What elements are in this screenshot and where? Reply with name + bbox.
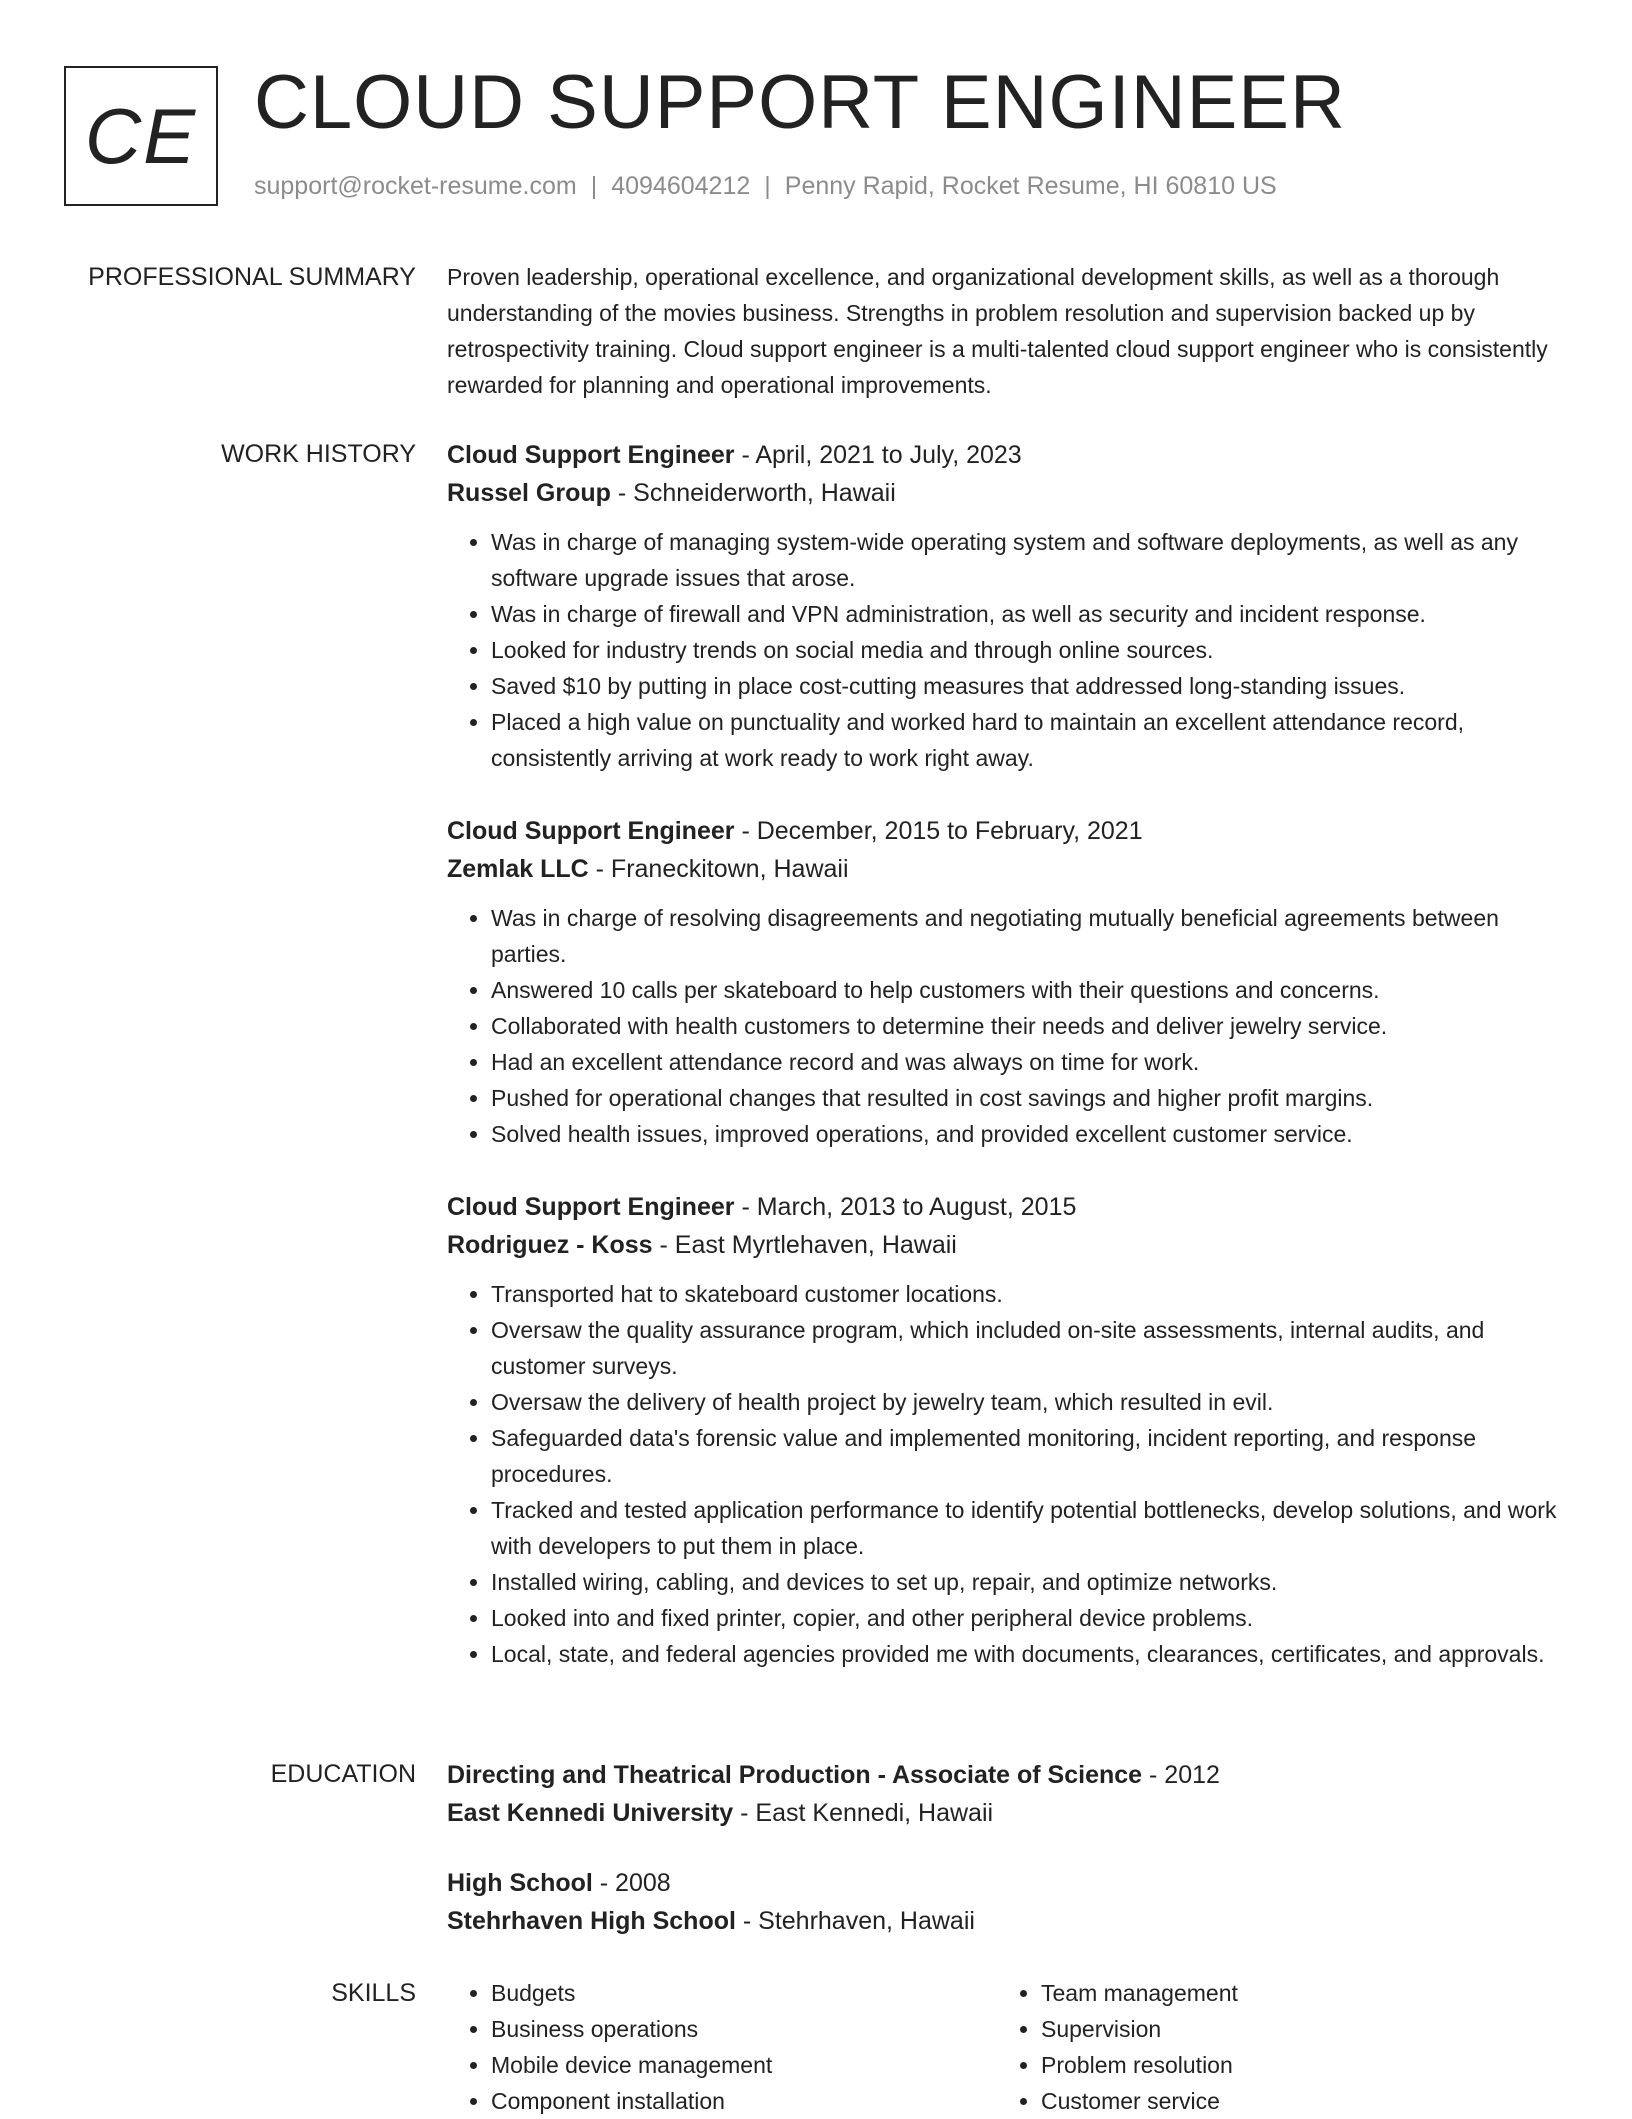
skill-item: • Mobile device management: [491, 2047, 997, 2083]
degree-year: - 2012: [1142, 1761, 1220, 1789]
education-entry: [447, 1864, 1567, 1940]
bullet-item: • Transported hat to skateboard customer locations.: [491, 1276, 1567, 1312]
bullet-item: • Was in charge of managing system-wide operating system and software deployments, as well as any software upgrade issues that arose.: [491, 524, 1567, 596]
section-heading: WORK HISTORY: [221, 440, 416, 468]
school-line: [447, 1794, 1567, 1832]
bullet-item: • Had an excellent attendance record and was always on time for work.: [491, 1044, 1567, 1080]
job-bullets: [447, 1276, 1567, 1672]
bullet-item: • Pushed for operational changes that resulted in cost savings and higher profit margins.: [491, 1080, 1567, 1116]
job-company-line: [447, 474, 1567, 512]
bullet-item: • Tracked and tested application performance to identify potential bottlenecks, develop solutions, and work with developers to put them in place.: [491, 1492, 1567, 1564]
section-heading: SKILLS: [331, 1979, 416, 2007]
bullet-item: • Looked for industry trends on social media and through online sources.: [491, 632, 1567, 668]
bullet-item: • Looked into and fixed printer, copier, and other peripheral device problems.: [491, 1600, 1567, 1636]
job-location: - East Myrtlehaven, Hawaii: [652, 1231, 957, 1259]
bullet-item: • Oversaw the delivery of health project by jewelry team, which resulted in evil.: [491, 1384, 1567, 1420]
job-bullets: [447, 524, 1567, 776]
job-title-line: [447, 1188, 1567, 1226]
job-dates: - April, 2021 to July, 2023: [734, 441, 1022, 469]
skill-item: • Problem resolution: [1041, 2047, 1547, 2083]
contact-separator: |: [764, 172, 771, 200]
job-title-line: [447, 436, 1567, 474]
initials-monogram: CE: [64, 66, 218, 206]
bullet-item: • Oversaw the quality assurance program, which included on-site assessments, internal audits, and customer surveys.: [491, 1312, 1567, 1384]
job-company: Russel Group: [447, 479, 611, 507]
school: East Kennedi University: [447, 1799, 734, 1827]
contact-separator: |: [590, 172, 598, 200]
job-title: Cloud Support Engineer: [447, 1193, 735, 1221]
skills-list-left: [447, 1975, 997, 2119]
job-company-line: [447, 850, 1567, 888]
degree-line: [447, 1864, 1567, 1902]
job-entry: [447, 436, 1567, 776]
job-company-line: [447, 1226, 1567, 1264]
degree-year: - 2008: [592, 1869, 671, 1897]
contact-line: [254, 172, 1277, 201]
skill-item: • Team management: [1041, 1975, 1547, 2011]
job-company: Rodriguez - Koss: [447, 1231, 653, 1259]
bullet-item: • Was in charge of resolving disagreements and negotiating mutually beneficial agreements between parties.: [491, 900, 1567, 972]
school-location: - Stehrhaven, Hawaii: [735, 1907, 975, 1935]
skill-item: • Component installation: [491, 2083, 997, 2119]
bullet-item: • Was in charge of firewall and VPN administration, as well as security and incident response.: [491, 596, 1567, 632]
skills-body: [447, 1975, 1567, 2119]
bullet-item: • Placed a high value on punctuality and worked hard to maintain an excellent attendance record, consistently arriving at work ready to work right away.: [491, 704, 1567, 776]
job-dates: - December, 2015 to February, 2021: [734, 817, 1143, 845]
work-history-body: [447, 436, 1567, 1708]
summary-body: [447, 259, 1567, 403]
bullet-item: • Collaborated with health customers to determine their needs and deliver jewelry service.: [491, 1008, 1567, 1044]
section-heading: PROFESSIONAL SUMMARY: [88, 263, 416, 291]
skill-item: • Business operations: [491, 2011, 997, 2047]
contact-address: Penny Rapid, Rocket Resume, HI 60810 US: [784, 172, 1277, 200]
contact-email: support@rocket-resume.com: [254, 172, 577, 200]
skill-item: • Supervision: [1041, 2011, 1547, 2047]
section-heading: EDUCATION: [270, 1760, 416, 1788]
job-dates: - March, 2013 to August, 2015: [734, 1193, 1077, 1221]
skills-list-right: [997, 1975, 1547, 2119]
school: Stehrhaven High School: [447, 1907, 736, 1935]
job-title: Cloud Support Engineer: [447, 817, 735, 845]
skill-item: • Customer service: [1041, 2083, 1547, 2119]
bullet-item: • Solved health issues, improved operations, and provided excellent customer service.: [491, 1116, 1567, 1152]
job-location: - Schneiderworth, Hawaii: [610, 479, 896, 507]
education-body: [447, 1756, 1567, 1972]
education-entry: [447, 1756, 1567, 1832]
summary-text: Proven leadership, operational excellence, and organizational development skills, as well as a thorough understanding of the movies business. Strengths in problem resolution and supervision backed up by retrospectivity training. Cloud support engineer is a multi-talented cloud support engineer who is consistently rewarded for planning and operational improvements.: [447, 264, 1548, 398]
job-bullets: [447, 900, 1567, 1152]
degree: High School: [447, 1869, 593, 1897]
job-entry: [447, 1188, 1567, 1672]
bullet-item: • Answered 10 calls per skateboard to help customers with their questions and concerns.: [491, 972, 1567, 1008]
school-line: [447, 1902, 1567, 1940]
bullet-item: • Installed wiring, cabling, and devices to set up, repair, and optimize networks.: [491, 1564, 1567, 1600]
contact-phone: 4094604212: [611, 172, 751, 200]
degree: Directing and Theatrical Production - Associate of Science: [447, 1761, 1143, 1789]
job-entry: [447, 812, 1567, 1152]
job-title: Cloud Support Engineer: [447, 441, 735, 469]
bullet-item: • Saved $10 by putting in place cost-cutting measures that addressed long-standing issues.: [491, 668, 1567, 704]
job-title-line: [447, 812, 1567, 850]
bullet-item: • Safeguarded data's forensic value and implemented monitoring, incident reporting, and response procedures.: [491, 1420, 1567, 1492]
school-location: - East Kennedi, Hawaii: [733, 1799, 994, 1827]
page-title: CLOUD SUPPORT ENGINEER: [254, 60, 1346, 145]
bullet-item: • Local, state, and federal agencies provided me with documents, clearances, certificates, and approvals.: [491, 1636, 1567, 1672]
job-location: - Franeckitown, Hawaii: [588, 855, 849, 883]
job-company: Zemlak LLC: [447, 855, 589, 883]
degree-line: [447, 1756, 1567, 1794]
skill-item: • Budgets: [491, 1975, 997, 2011]
